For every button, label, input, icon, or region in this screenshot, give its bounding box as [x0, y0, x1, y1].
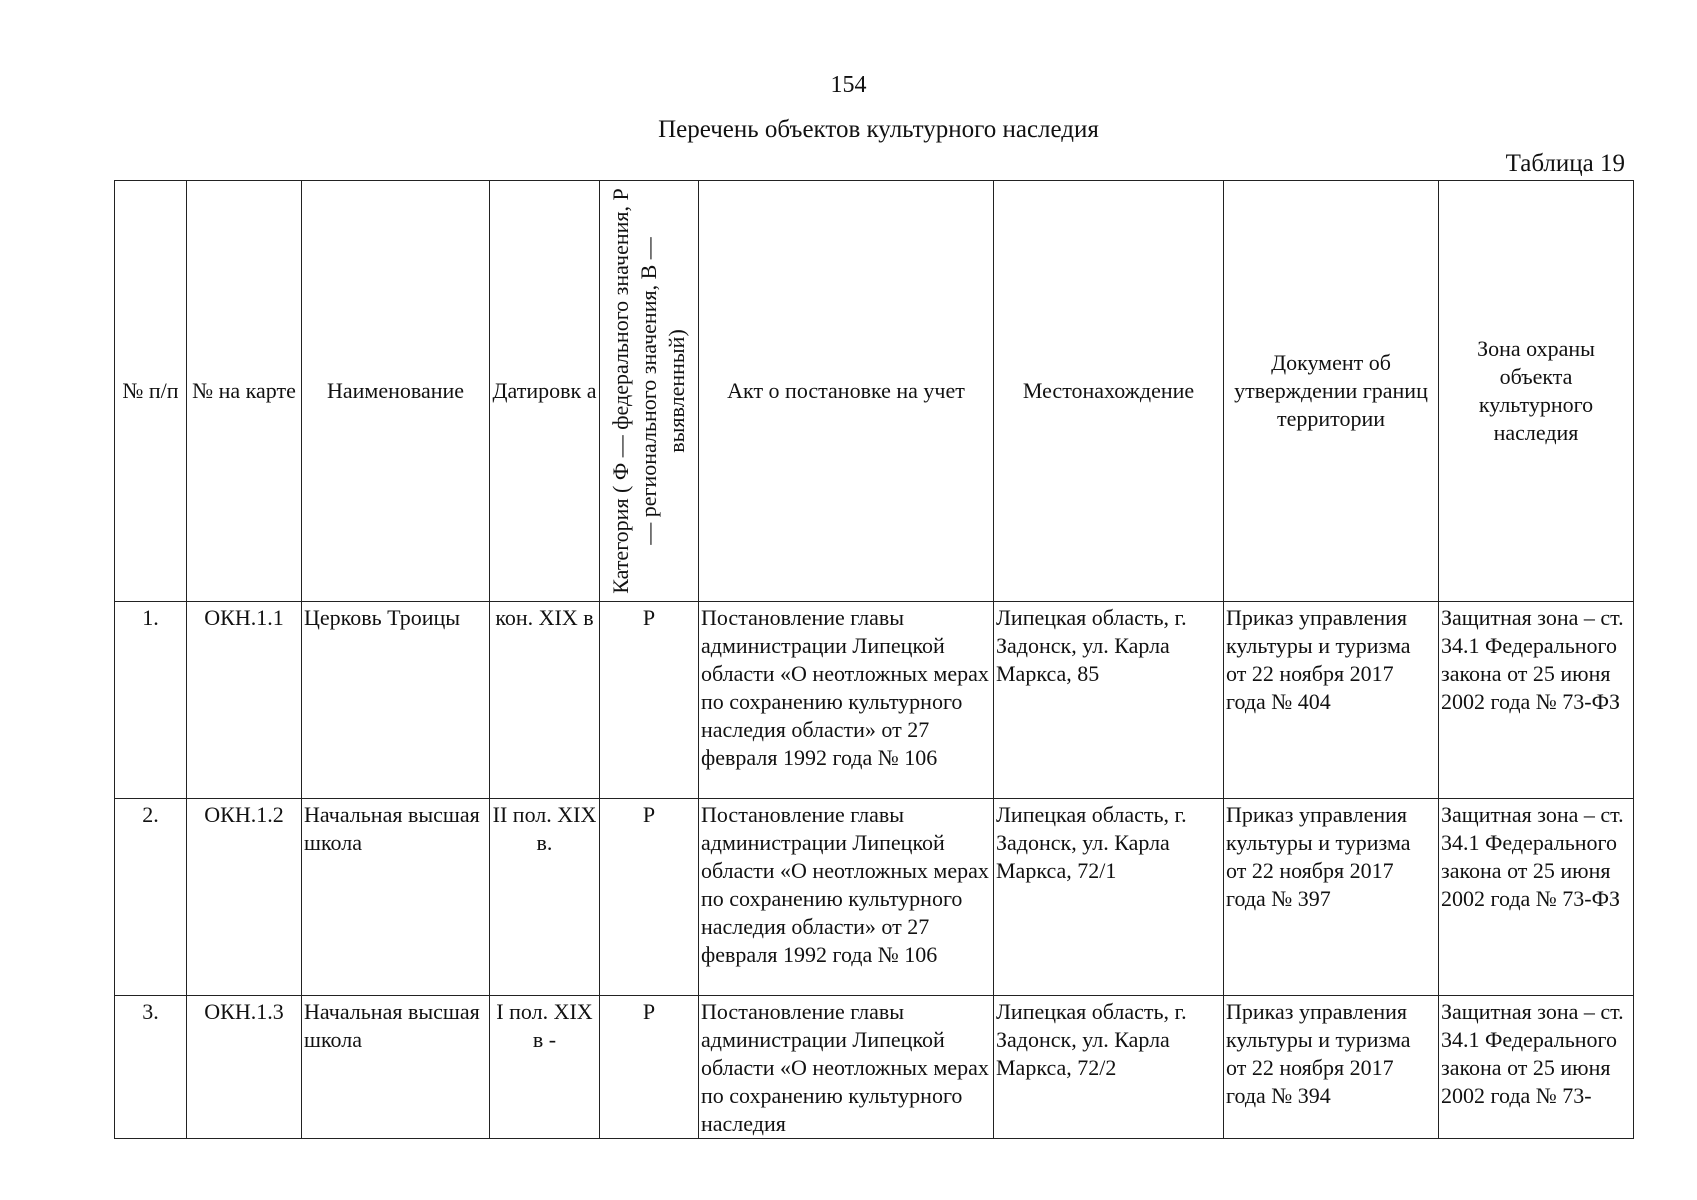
table-label: Таблица 19 — [1505, 150, 1625, 177]
cell-document: Приказ управления культуры и туризма от 22 ноября 2017 года № 394 — [1224, 996, 1439, 1139]
header-dating: Датировк а — [490, 181, 600, 602]
cell-dating: кон. XIX в — [490, 602, 600, 799]
table-row — [115, 799, 1634, 996]
header-category-text: Категория ( Ф — федерального значения, Р — регионального значения, В — выявленный) — [608, 188, 689, 594]
cell-location: Липецкая область, г. Задонск, ул. Карла Маркса, 72/2 — [994, 996, 1224, 1139]
cell-location: Липецкая область, г. Задонск, ул. Карла Маркса, 72/1 — [994, 799, 1224, 996]
cell-category: Р — [600, 602, 699, 799]
header-name: Наименование — [302, 181, 490, 602]
cell-zone: Защитная зона – ст. 34.1 Федерального закона от 25 июня 2002 года № 73-ФЗ — [1439, 602, 1634, 799]
cell-num: 3. — [115, 996, 187, 1139]
cell-num: 2. — [115, 799, 187, 996]
table-row — [115, 602, 1634, 799]
cell-map-num: ОКН.1.2 — [187, 799, 302, 996]
cell-map-num: ОКН.1.1 — [187, 602, 302, 799]
cell-zone: Защитная зона – ст. 34.1 Федерального закона от 25 июня 2002 года № 73-ФЗ — [1439, 799, 1634, 996]
cell-name: Начальная высшая школа — [302, 996, 490, 1139]
cell-category: Р — [600, 996, 699, 1139]
cell-zone: Защитная зона – ст. 34.1 Федерального закона от 25 июня 2002 года № 73- — [1439, 996, 1634, 1139]
header-category — [600, 181, 699, 602]
cell-act: Постановление главы администрации Липецкой области «О неотложных мерах по сохранению культурного наследия области» от 27 февраля 1992 года № 106 — [699, 602, 994, 799]
table-row — [115, 996, 1634, 1139]
cell-name: Начальная высшая школа — [302, 799, 490, 996]
table-header-row — [115, 181, 1634, 602]
cell-category: Р — [600, 799, 699, 996]
cell-document: Приказ управления культуры и туризма от 22 ноября 2017 года № 397 — [1224, 799, 1439, 996]
header-document: Документ об утверждении границ территории — [1224, 181, 1439, 602]
cell-name: Церковь Троицы — [302, 602, 490, 799]
page-number: 154 — [830, 72, 867, 98]
heritage-objects-table — [114, 180, 1634, 1139]
header-zone: Зона охраны объекта культурного наследия — [1439, 181, 1634, 602]
cell-document: Приказ управления культуры и туризма от 22 ноября 2017 года № 404 — [1224, 602, 1439, 799]
document-title: Перечень объектов культурного наследия — [658, 116, 1099, 143]
cell-act: Постановление главы администрации Липецкой области «О неотложных мерах по сохранению культурного наследия области» от 27 февраля 1992 года № 106 — [699, 799, 994, 996]
cell-map-num: ОКН.1.3 — [187, 996, 302, 1139]
header-act: Акт о постановке на учет — [699, 181, 994, 602]
header-location: Местонахождение — [994, 181, 1224, 602]
cell-act: Постановление главы администрации Липецкой области «О неотложных мерах по сохранению культурного наследия — [699, 996, 994, 1139]
cell-dating: II пол. XIX в. — [490, 799, 600, 996]
header-map-num: № на карте — [187, 181, 302, 602]
cell-dating: I пол. XIX в - — [490, 996, 600, 1139]
header-num: № п/п — [115, 181, 187, 602]
cell-num: 1. — [115, 602, 187, 799]
cell-location: Липецкая область, г. Задонск, ул. Карла Маркса, 85 — [994, 602, 1224, 799]
